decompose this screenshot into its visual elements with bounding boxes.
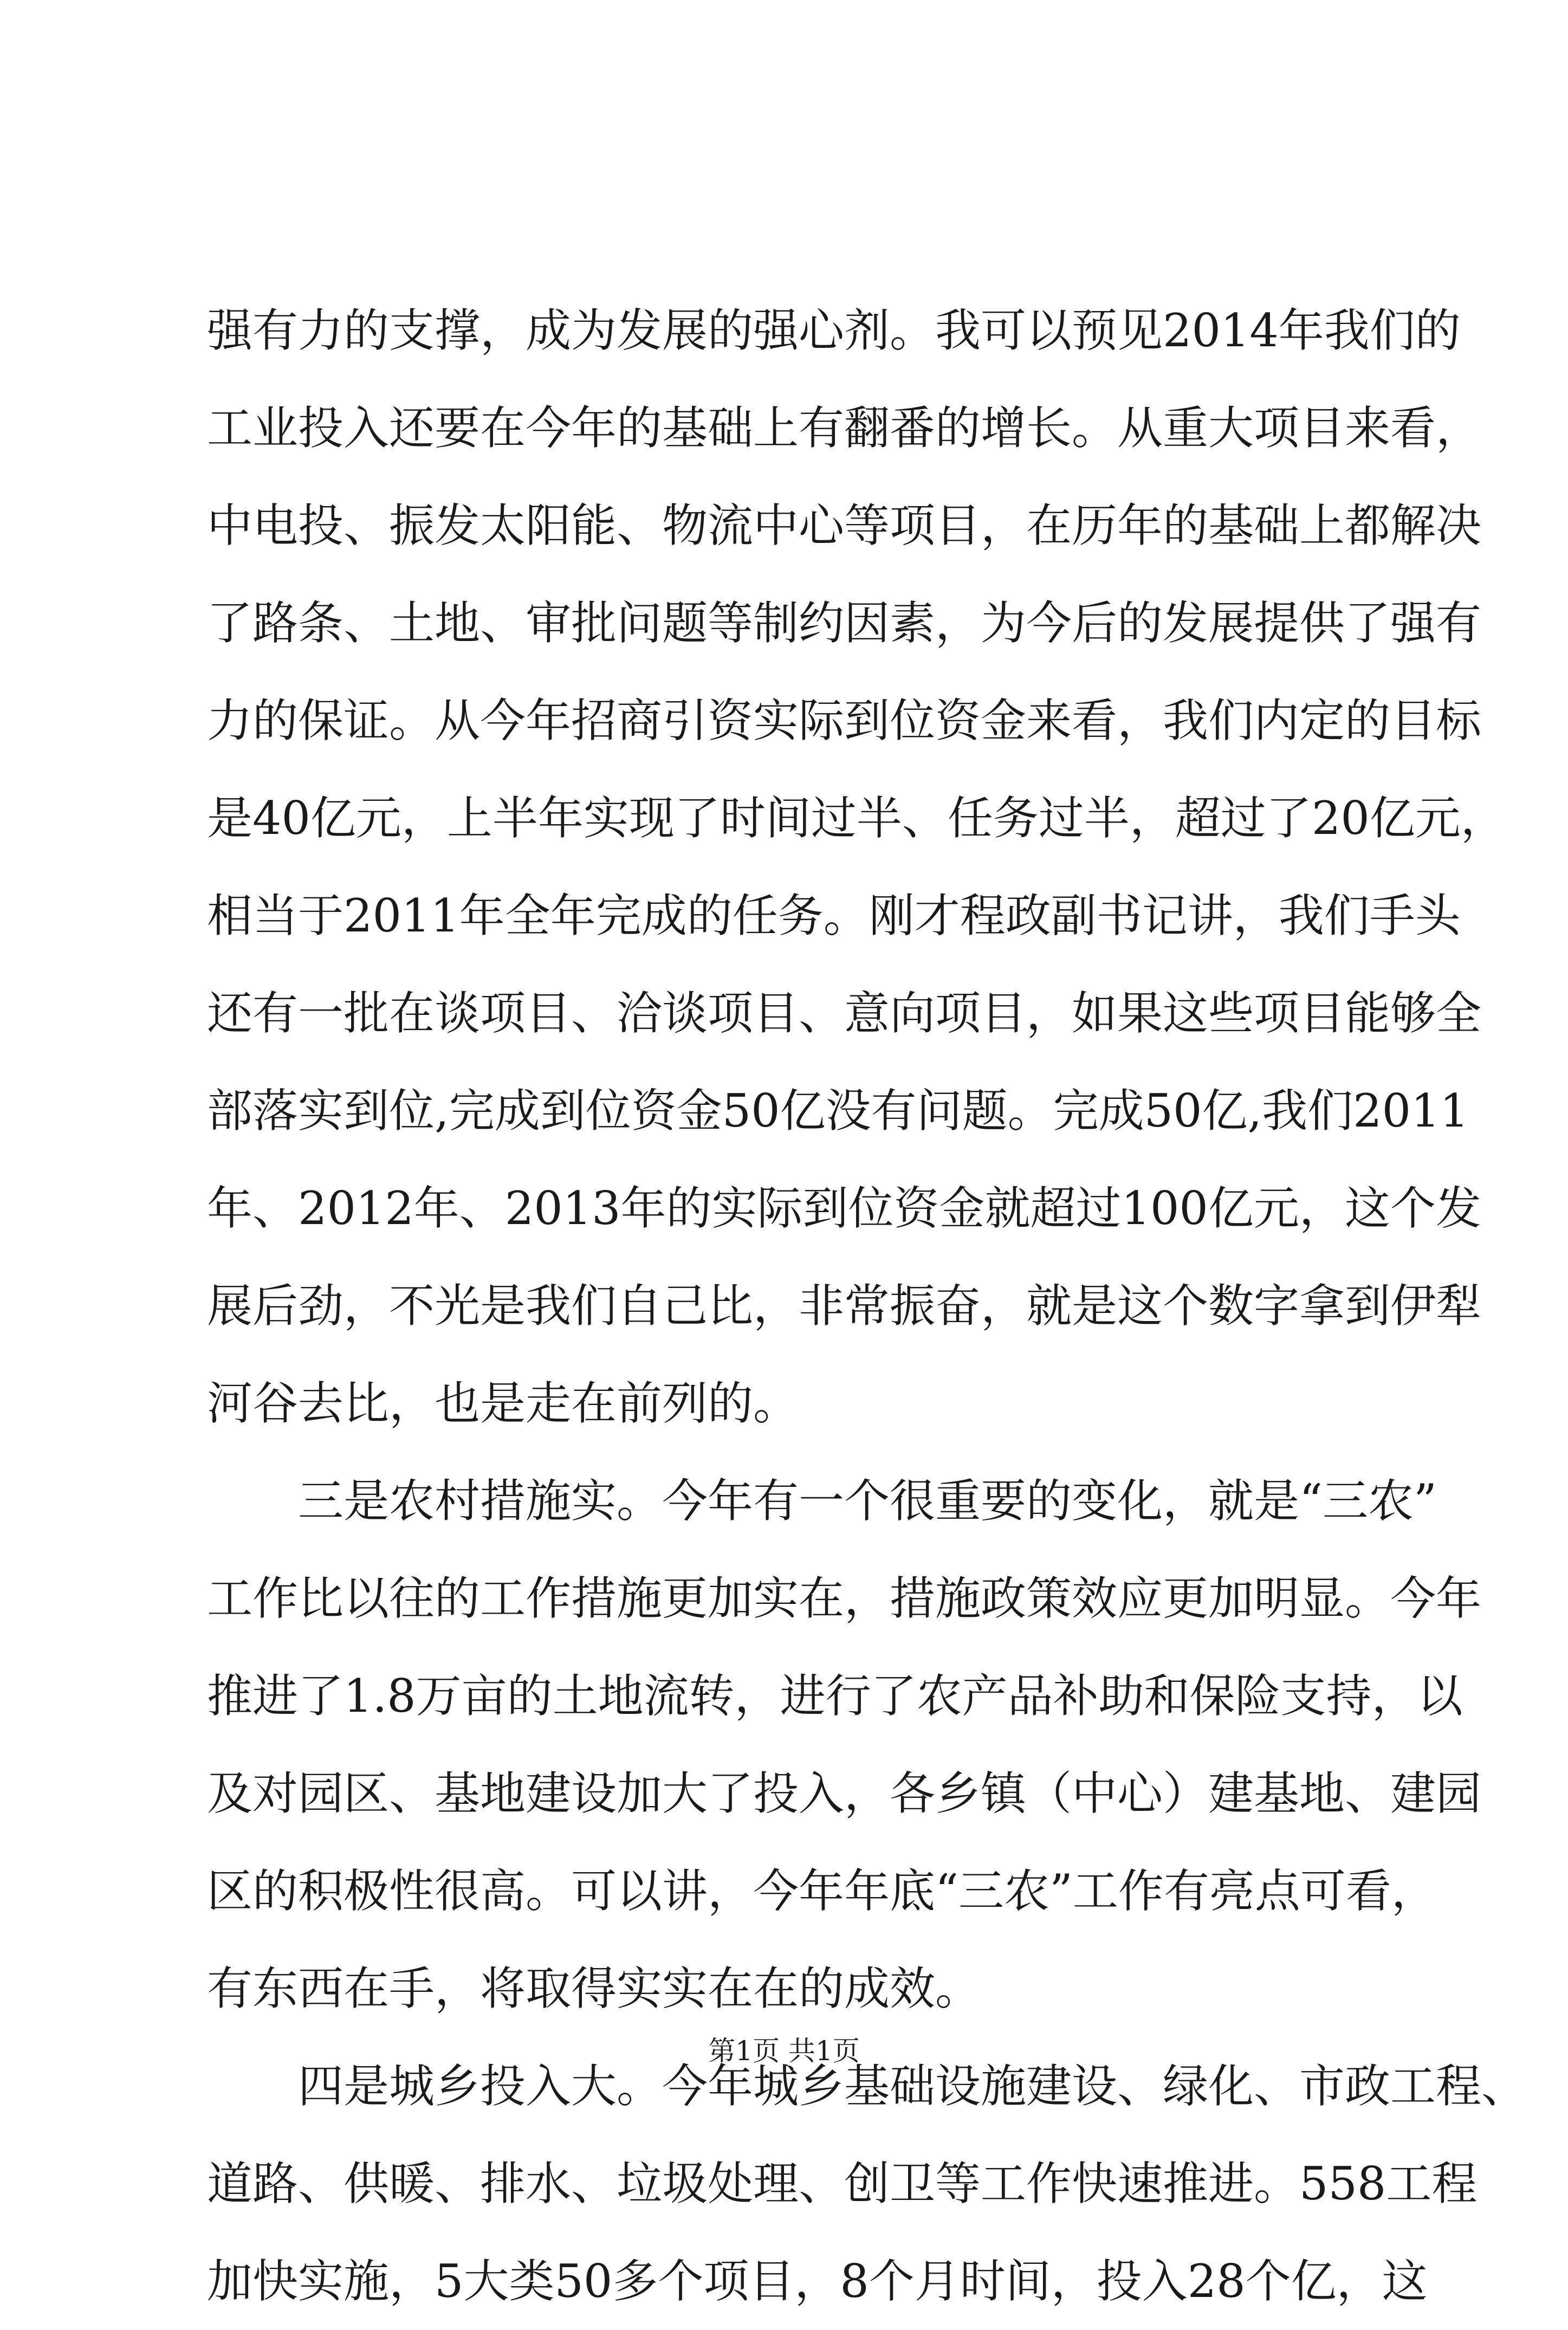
text-line: 推进了1.8万亩的土地流转，进行了农产品补助和保险支持，以	[207, 1669, 1463, 1723]
text-line: 展后劲，不光是我们自己比，非常振奋，就是这个数字拿到伊犁	[207, 1279, 1482, 1332]
page-footer	[0, 2029, 1568, 2068]
paragraph-rural-measures	[207, 1452, 1482, 2037]
text-line: 河谷去比，也是走在前列的。	[207, 1377, 799, 1430]
text-line: 四是城乡投入大。今年城乡基础设施建设、绿化、市政工程、	[298, 2060, 1527, 2113]
text-line: 年、2012年、2013年的实际到位资金就超过100亿元，这个发	[207, 1182, 1481, 1235]
text-line: 强有力的支撑，成为发展的强心剂。我可以预见2014年我们的	[207, 304, 1461, 357]
text-line: 力的保证。从今年招商引资实际到位资金来看，我们内定的目标	[207, 694, 1482, 747]
text-line: 还有一批在谈项目、洽谈项目、意向项目，如果这些项目能够全	[207, 987, 1482, 1040]
text-line: 区的积极性很高。可以讲，今年年底“三农”工作有亮点可看，	[207, 1865, 1437, 1918]
page-number: 第1页 共1页	[708, 2035, 860, 2067]
text-line: 了路条、土地、审批问题等制约因素，为今后的发展提供了强有	[207, 597, 1482, 650]
text-line: 道路、供暖、排水、垃圾处理、创卫等工作快速推进。558工程	[207, 2157, 1478, 2210]
text-line: 有东西在手，将取得实实在在的成效。	[207, 1962, 981, 2015]
text-line: 部落实到位,完成到位资金50亿没有问题。完成50亿,我们2011	[207, 1084, 1469, 1137]
body-text	[207, 282, 1527, 2330]
text-line: 相当于2011年全年完成的任务。刚才程政副书记讲，我们手头	[207, 889, 1461, 942]
paragraph-urban-rural-investment	[207, 2037, 1527, 2330]
text-line: 工业投入还要在今年的基础上有翻番的增长。从重大项目来看，	[207, 402, 1482, 455]
text-line: 三是农村措施实。今年有一个很重要的变化，就是“三农”	[298, 1474, 1437, 1528]
text-line: 中电投、振发太阳能、物流中心等项目，在历年的基础上都解决	[207, 499, 1482, 552]
text-line: 是40亿元，上半年实现了时间过半、任务过半，超过了20亿元，	[207, 792, 1506, 845]
paragraph-continuation	[207, 282, 1506, 1452]
text-line: 加快实施，5大类50多个项目，8个月时间，投入28个亿，这	[207, 2255, 1428, 2308]
text-line: 工作比以往的工作措施更加实在，措施政策效应更加明显。今年	[207, 1572, 1482, 1625]
text-line: 及对园区、基地建设加大了投入，各乡镇（中心）建基地、建园	[207, 1767, 1482, 1820]
